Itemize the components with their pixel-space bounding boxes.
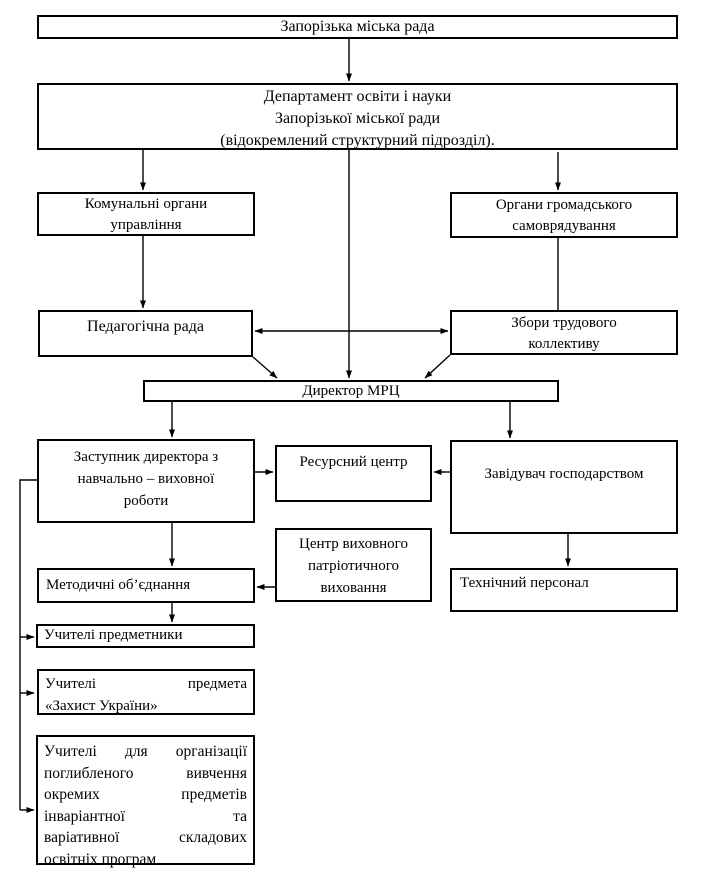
technical-staff-label: Технічний персонал <box>460 575 589 591</box>
box-city-council <box>37 15 678 39</box>
deep-word-4b: та <box>233 807 247 825</box>
director-label: Директор МРЦ <box>302 383 400 399</box>
deep-study-line-2 <box>38 763 253 785</box>
deep-word-5a: варіативної <box>44 829 120 846</box>
deep-study-line-4 <box>38 806 253 828</box>
communal-line-1: Комунальні органи <box>84 196 208 212</box>
box-deputy-director <box>37 439 255 523</box>
deep-word-4a: інваріантної <box>44 807 125 825</box>
deep-study-line-5 <box>38 827 253 849</box>
box-methodical-associations <box>37 568 255 603</box>
patriotic-line-1: Центр виховного <box>299 536 408 552</box>
defense-word-2: предмета <box>187 676 247 692</box>
defense-teachers-line-1 <box>39 673 253 695</box>
department-line-1: Департамент освіти і науки <box>263 88 452 105</box>
deep-word-5b: складових <box>178 829 247 846</box>
defense-word-1: Учителі <box>45 676 97 692</box>
patriotic-line-3: виховання <box>320 580 387 596</box>
bracket-deputy-to-teacher-groups <box>20 480 37 810</box>
labor-line-2: коллективу <box>528 336 600 352</box>
box-patriotic-center <box>275 528 432 602</box>
box-communal-bodies <box>37 192 255 236</box>
deputy-line-3: роботи <box>123 493 169 509</box>
deputy-line-2: навчально – виховної <box>77 471 215 487</box>
box-public-self-government <box>450 192 678 238</box>
box-department <box>37 83 678 150</box>
labor-line-1: Збори трудового <box>511 315 617 331</box>
defense-teachers-line-2: «Захист України» <box>45 698 158 714</box>
city-council-label: Запорізька міська рада <box>280 18 435 35</box>
deep-word-1a: Учителі <box>44 743 97 760</box>
arrow-labor-to-director <box>425 355 450 378</box>
communal-line-2: управління <box>110 217 182 233</box>
deep-study-line-1 <box>38 741 253 763</box>
deep-word-1c: організації <box>175 743 247 760</box>
box-director <box>143 380 559 402</box>
public-line-2: самоврядування <box>512 218 616 234</box>
patriotic-line-2: патріотичного <box>308 558 399 574</box>
box-subject-teachers <box>36 624 255 648</box>
box-deep-study-teachers <box>36 735 255 868</box>
subject-teachers-label: Учителі предметники <box>44 627 183 643</box>
deep-word-1b: для <box>124 743 148 760</box>
household-manager-label: Завідувач господарством <box>484 466 644 482</box>
pedagogical-council-label: Педагогічна рада <box>87 318 204 335</box>
box-technical-staff <box>450 568 678 612</box>
box-resource-center <box>275 445 432 502</box>
box-defense-subject-teachers <box>37 669 255 715</box>
resource-center-label: Ресурсний центр <box>299 454 408 470</box>
box-pedagogical-council <box>38 310 253 357</box>
box-labor-collective-assembly <box>450 310 678 355</box>
department-line-3: (відокремлений структурний підрозділ). <box>220 132 495 149</box>
deep-word-3b: предметів <box>181 786 247 803</box>
deep-study-line-6: освітніх програм <box>44 850 157 868</box>
box-household-manager <box>450 440 678 534</box>
department-line-2: Запорізької міської ради <box>274 110 441 127</box>
arrow-pedagogical-to-director <box>253 357 277 378</box>
deputy-line-1: Заступник директора з <box>73 449 219 465</box>
deep-word-3a: окремих <box>44 786 100 803</box>
deep-study-line-3 <box>38 784 253 806</box>
deep-word-2a: поглибленого <box>44 764 134 782</box>
deep-word-2b: вивчення <box>186 764 247 782</box>
public-line-1: Органи громадського <box>495 197 633 213</box>
methodical-associations-label: Методичні об’єднання <box>46 577 191 593</box>
